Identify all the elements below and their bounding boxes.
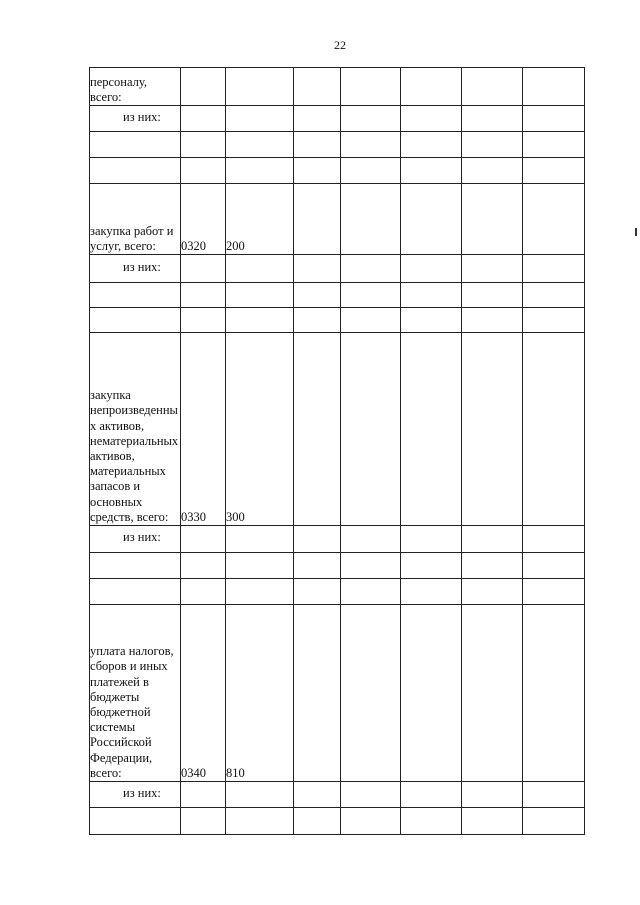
- empty-cell: [401, 579, 462, 605]
- empty-cell: [341, 255, 401, 283]
- empty-cell: [401, 808, 462, 835]
- row-label: персоналу, всего:: [90, 68, 181, 106]
- subitems-header-row: [90, 255, 585, 283]
- empty-cell: [90, 579, 181, 605]
- empty-cell: [401, 255, 462, 283]
- empty-cell: [401, 782, 462, 808]
- empty-cell: [523, 283, 585, 308]
- value-cell: [341, 68, 401, 106]
- empty-cell: [294, 808, 341, 835]
- empty-cell: [523, 255, 585, 283]
- empty-cell: [181, 808, 226, 835]
- value-cell: [462, 184, 523, 255]
- kosgu-code-cell: [226, 68, 294, 106]
- empty-cell: [226, 526, 294, 553]
- empty-cell: [90, 808, 181, 835]
- empty-cell: [341, 283, 401, 308]
- empty-cell: [226, 158, 294, 184]
- empty-cell: [462, 526, 523, 553]
- page-number: 22: [334, 38, 346, 52]
- empty-cell: [523, 782, 585, 808]
- empty-cell: [181, 132, 226, 158]
- empty-cell: [523, 308, 585, 333]
- empty-cell: [90, 553, 181, 579]
- empty-cell: [181, 255, 226, 283]
- empty-cell: [523, 808, 585, 835]
- empty-cell: [523, 158, 585, 184]
- empty-cell: [226, 782, 294, 808]
- empty-cell: [462, 158, 523, 184]
- empty-cell: [294, 526, 341, 553]
- empty-cell: [462, 808, 523, 835]
- empty-cell: [226, 283, 294, 308]
- empty-cell: [401, 158, 462, 184]
- value-cell: [462, 333, 523, 526]
- line-code-cell: [181, 68, 226, 106]
- empty-cell: [181, 308, 226, 333]
- value-cell: [523, 333, 585, 526]
- empty-cell: [226, 308, 294, 333]
- empty-cell: [401, 283, 462, 308]
- value-cell: [294, 605, 341, 782]
- empty-cell: [294, 106, 341, 132]
- empty-cell: [341, 808, 401, 835]
- empty-cell: [90, 308, 181, 333]
- empty-cell: [294, 782, 341, 808]
- subitems-label: из них:: [90, 782, 181, 808]
- value-cell: [401, 605, 462, 782]
- value-cell: [462, 605, 523, 782]
- empty-cell: [341, 106, 401, 132]
- empty-cell: [341, 782, 401, 808]
- empty-cell: [341, 158, 401, 184]
- table-row: [90, 605, 585, 782]
- row-label: уплата налогов, сборов и иных платежей в бюджеты бюджетной системы Российской Федерации, всего:: [90, 605, 181, 782]
- row-label: закупка непроизведенных активов, нематериальных активов, материальных запасов и основных средств, всего:: [90, 333, 181, 526]
- empty-cell: [294, 283, 341, 308]
- empty-cell: [462, 782, 523, 808]
- blank-row: [90, 308, 585, 333]
- kosgu-code-cell: 300: [226, 333, 294, 526]
- empty-cell: [523, 579, 585, 605]
- line-code-cell: 0340: [181, 605, 226, 782]
- subitems-header-row: [90, 782, 585, 808]
- table-body: [90, 68, 585, 835]
- value-cell: [401, 184, 462, 255]
- empty-cell: [462, 132, 523, 158]
- kosgu-code-cell: 200: [226, 184, 294, 255]
- empty-cell: [401, 553, 462, 579]
- value-cell: [401, 68, 462, 106]
- subitems-label: из них:: [90, 255, 181, 283]
- empty-cell: [226, 553, 294, 579]
- empty-cell: [294, 132, 341, 158]
- empty-cell: [523, 132, 585, 158]
- value-cell: [462, 68, 523, 106]
- empty-cell: [90, 158, 181, 184]
- line-code-cell: 0320: [181, 184, 226, 255]
- empty-cell: [401, 308, 462, 333]
- subitems-header-row: [90, 526, 585, 553]
- empty-cell: [294, 579, 341, 605]
- table-row: [90, 184, 585, 255]
- empty-cell: [226, 255, 294, 283]
- value-cell: [294, 68, 341, 106]
- empty-cell: [401, 526, 462, 553]
- blank-row: [90, 579, 585, 605]
- empty-cell: [462, 308, 523, 333]
- value-cell: [523, 605, 585, 782]
- table-row: [90, 333, 585, 526]
- empty-cell: [181, 106, 226, 132]
- empty-cell: [341, 132, 401, 158]
- empty-cell: [181, 553, 226, 579]
- empty-cell: [226, 579, 294, 605]
- empty-cell: [181, 579, 226, 605]
- empty-cell: [341, 308, 401, 333]
- kosgu-code-cell: 810: [226, 605, 294, 782]
- blank-row: [90, 283, 585, 308]
- empty-cell: [341, 553, 401, 579]
- empty-cell: [462, 283, 523, 308]
- blank-row: [90, 808, 585, 835]
- empty-cell: [523, 553, 585, 579]
- blank-row: [90, 553, 585, 579]
- empty-cell: [294, 553, 341, 579]
- empty-cell: [294, 308, 341, 333]
- empty-cell: [90, 283, 181, 308]
- empty-cell: [294, 255, 341, 283]
- subitems-label: из них:: [90, 106, 181, 132]
- empty-cell: [523, 526, 585, 553]
- empty-cell: [341, 579, 401, 605]
- empty-cell: [401, 132, 462, 158]
- row-label: закупка работ и услуг, всего:: [90, 184, 181, 255]
- empty-cell: [462, 579, 523, 605]
- empty-cell: [226, 106, 294, 132]
- empty-cell: [181, 526, 226, 553]
- line-code-cell: 0330: [181, 333, 226, 526]
- value-cell: [341, 184, 401, 255]
- value-cell: [341, 605, 401, 782]
- value-cell: [401, 333, 462, 526]
- empty-cell: [523, 106, 585, 132]
- scan-mark: [635, 228, 637, 236]
- blank-row: [90, 132, 585, 158]
- empty-cell: [462, 106, 523, 132]
- subitems-label: из них:: [90, 526, 181, 553]
- empty-cell: [462, 255, 523, 283]
- value-cell: [341, 333, 401, 526]
- empty-cell: [181, 782, 226, 808]
- empty-cell: [294, 158, 341, 184]
- empty-cell: [226, 808, 294, 835]
- empty-cell: [462, 553, 523, 579]
- value-cell: [523, 68, 585, 106]
- table-row: [90, 68, 585, 106]
- empty-cell: [226, 132, 294, 158]
- empty-cell: [341, 526, 401, 553]
- empty-cell: [181, 283, 226, 308]
- value-cell: [294, 184, 341, 255]
- value-cell: [523, 184, 585, 255]
- empty-cell: [90, 132, 181, 158]
- empty-cell: [181, 158, 226, 184]
- blank-row: [90, 158, 585, 184]
- value-cell: [294, 333, 341, 526]
- report-table: [89, 67, 585, 835]
- subitems-header-row: [90, 106, 585, 132]
- empty-cell: [401, 106, 462, 132]
